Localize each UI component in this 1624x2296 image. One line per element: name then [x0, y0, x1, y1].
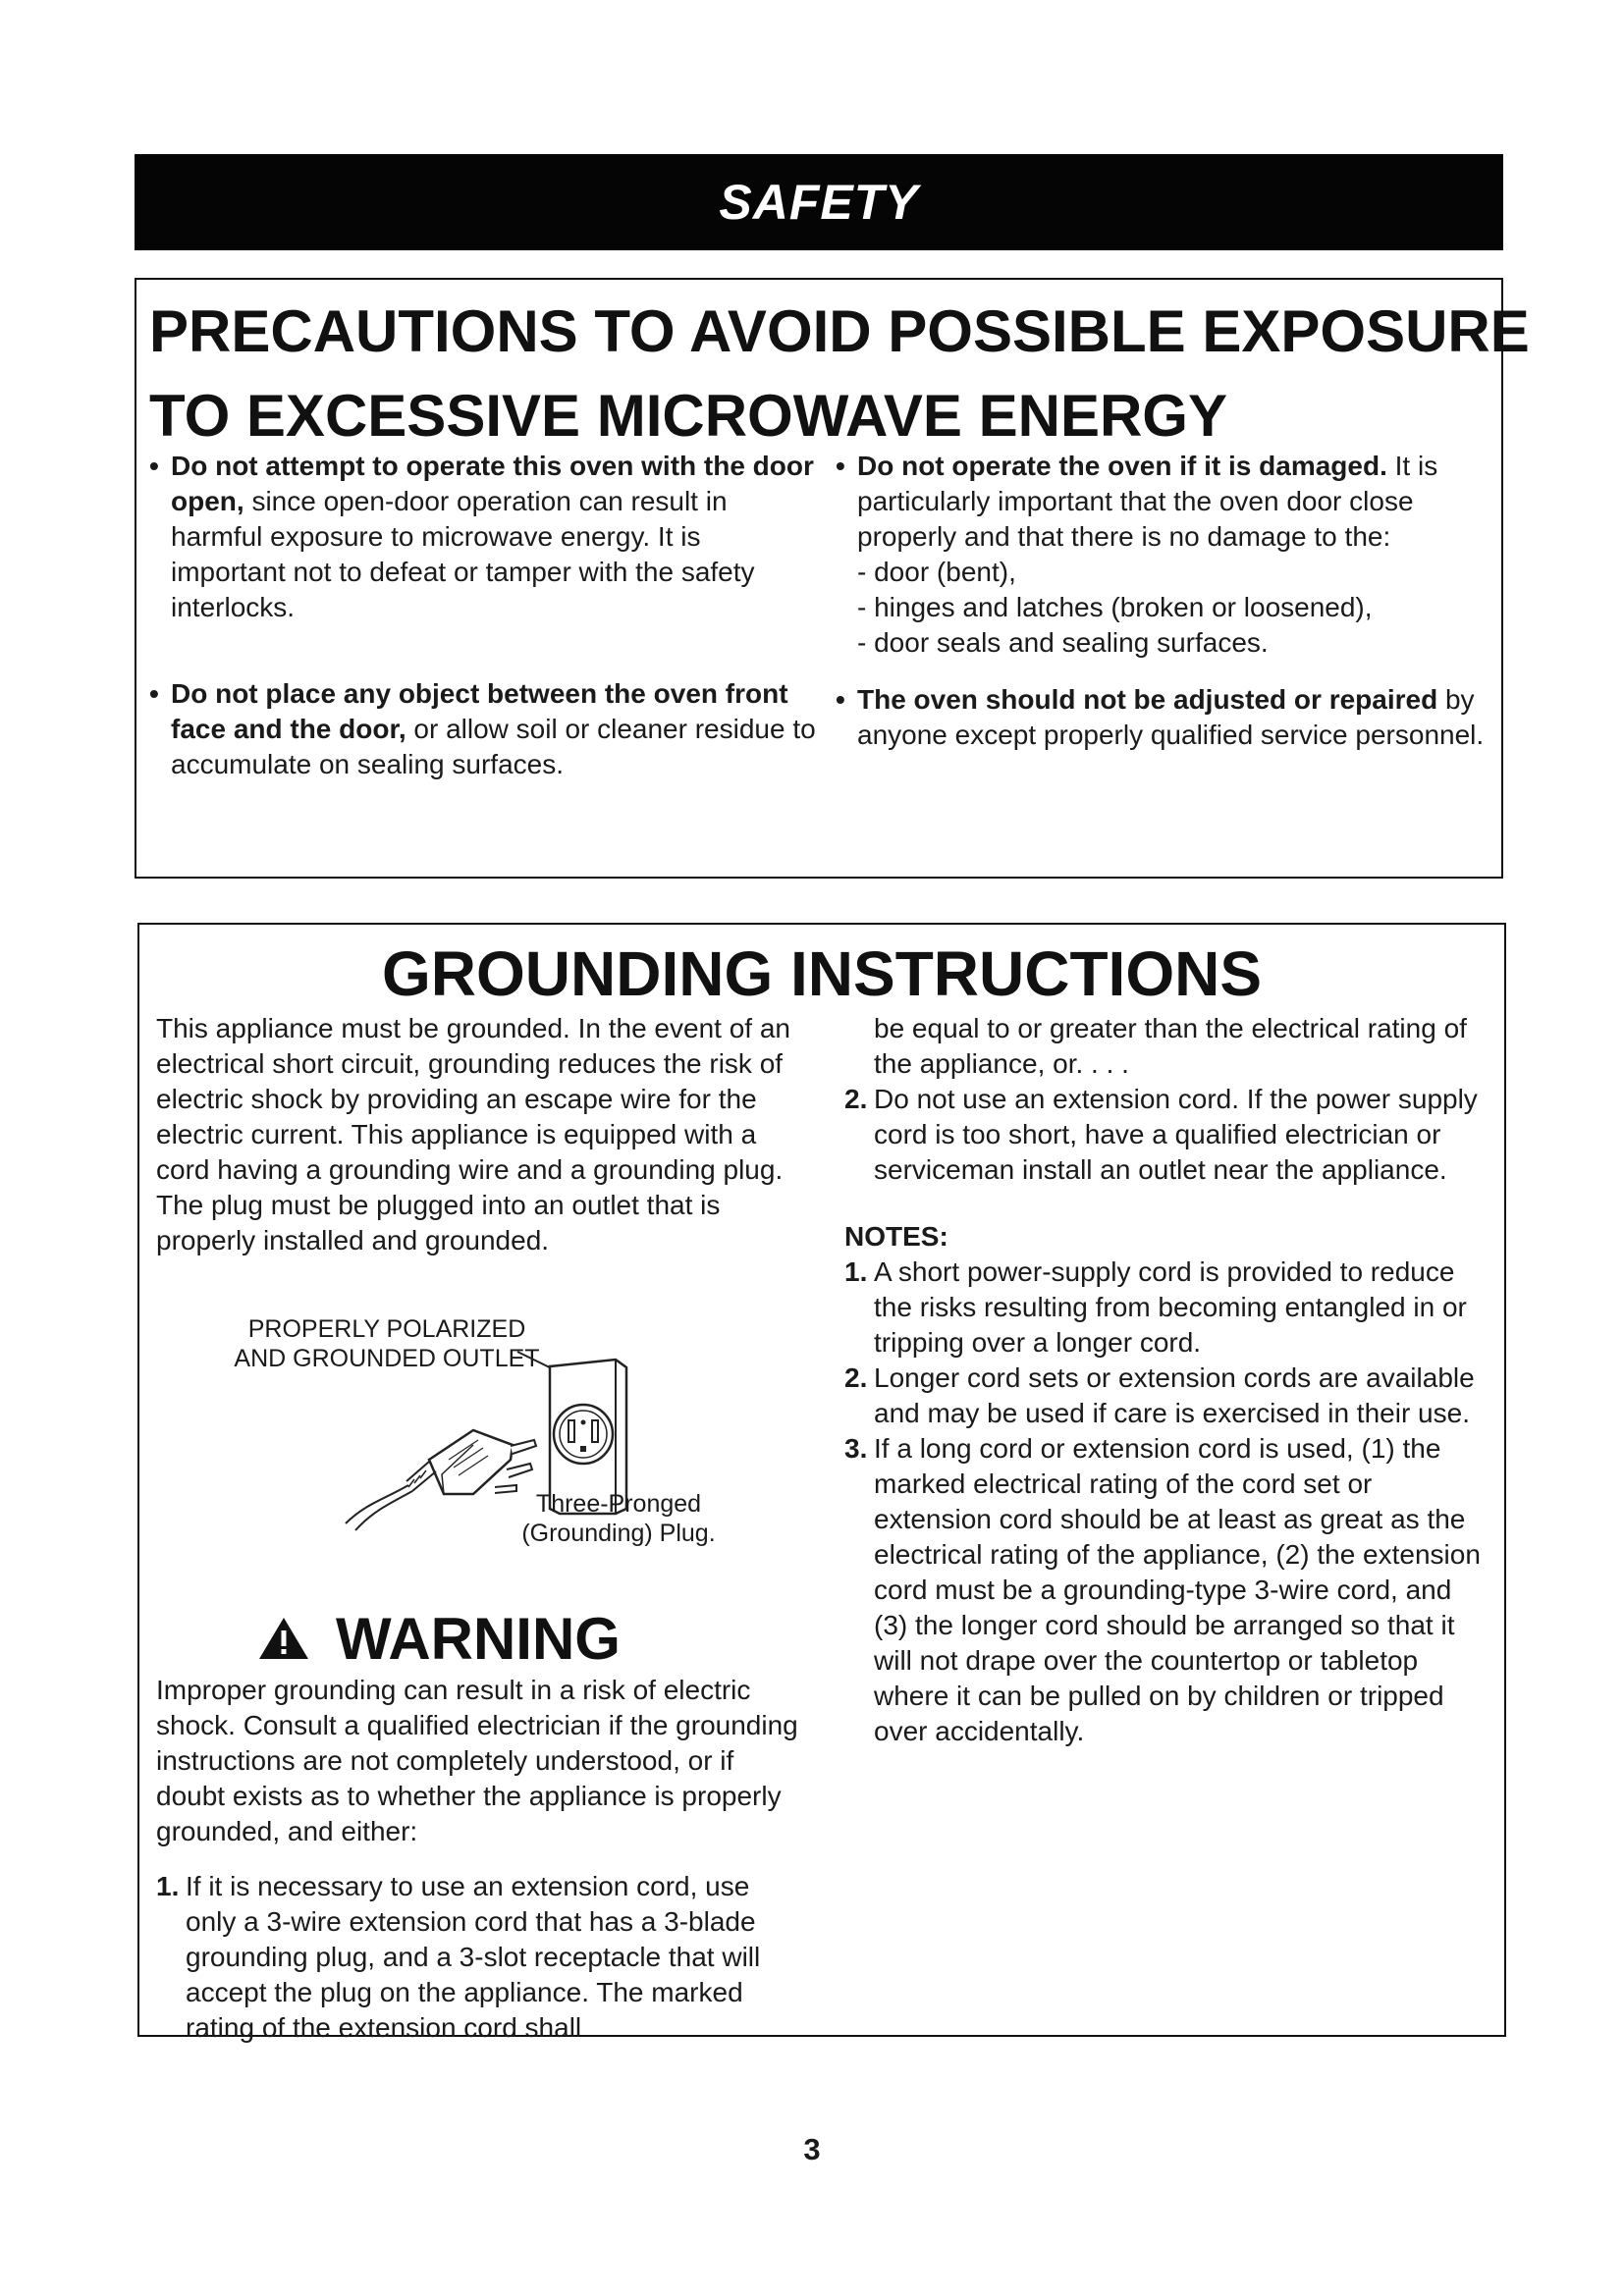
outlet-caption: PROPERLY POLARIZED AND GROUNDED OUTLET	[234, 1315, 540, 1372]
grounding-box	[137, 923, 1506, 2043]
damage-list	[836, 555, 1491, 661]
precaution-service: • The oven should not be adjusted or repaired by anyone except properly qualified service personnel.	[836, 684, 1485, 750]
precautions-title-line2: TO EXCESSIVE MICROWAVE ENERGY	[149, 383, 1227, 449]
plug-outlet-figure	[179, 1312, 768, 1558]
bullet-dot: •	[836, 684, 845, 715]
precaution-door-open: • Do not attempt to operate this oven with the door open, since open-door operation can result in harmful exposure to microwave energy. It is important not to defeat or tamper with the safety interlocks.	[149, 451, 814, 622]
damage-item: - door (bent),	[857, 557, 1016, 587]
damage-item: - hinges and latches (broken or loosened),	[857, 592, 1373, 622]
precautions-box	[135, 278, 1530, 879]
precaution-no-object: • Do not place any object between the oven front face and the door, or allow soil or cleaner residue to accumulate on sealing surfaces.	[149, 678, 816, 779]
warning-title: WARNING	[336, 1605, 621, 1672]
grounding-item-1: 1. If it is necessary to use an extension cord, use only a 3-wire extension cord that has a 3-blade grounding plug, and a 3-slot receptacle that will accept the plug on the appliance. The marked rating of the extension cord shall	[156, 1871, 761, 2043]
warning-text: Improper grounding can result in a risk of electric shock. Consult a qualified electrician if the grounding instructions are not completely understood, or if doubt exists as to whether the appliance is properly grounded, and either:	[156, 1675, 798, 1846]
grounding-left-column	[156, 1011, 804, 1258]
note-item-3: 3. If a long cord or extension cord is used, (1) the marked electrical rating of the cord set or extension cord should be at least as great as the electrical rating of the appliance, (2) the extension cord must be a grounding-type 3-wire cord, and (3) the longer cord should be arranged so that it will not drape over the countertop or tabletop where it can be pulled on by children or tripped over accidentally.	[844, 1433, 1481, 1746]
precautions-left-column	[149, 449, 817, 782]
grounding-item-2: 2. Do not use an extension cord. If the power supply cord is too short, have a qualified electrician or serviceman install an outlet near the appliance.	[844, 1084, 1478, 1185]
page-number: 3	[803, 2132, 821, 2166]
warning-heading	[257, 1604, 621, 1673]
grounding-title: GROUNDING INSTRUCTIONS	[382, 938, 1262, 1009]
bullet-dot: •	[836, 451, 845, 481]
precautions-title-line1: PRECAUTIONS TO AVOID POSSIBLE EXPOSURE	[149, 298, 1530, 364]
notes-heading: NOTES:	[844, 1221, 948, 1252]
bullet-dot: •	[149, 451, 159, 481]
precautions-right-column	[836, 449, 1491, 753]
warning-text-block	[156, 1673, 804, 2046]
plug-caption: Three-Pronged (Grounding) Plug.	[521, 1490, 716, 1547]
note-item-1: 1. A short power-supply cord is provided to reduce the risks resulting from becoming entangled in or tripping over a longer cord.	[844, 1256, 1467, 1358]
bullet-dot: •	[149, 678, 159, 709]
note-item-2: 2. Longer cord sets or extension cords are available and may be used if care is exercised in their use.	[844, 1362, 1475, 1428]
precaution-damaged: • Do not operate the oven if it is damaged. It is particularly important that the oven door close properly and that there is no damage to the:	[836, 451, 1438, 552]
grounding-item-1-continued: be equal to or greater than the electrical rating of the appliance, or. . . .	[874, 1013, 1467, 1079]
safety-banner: SAFETY	[135, 154, 1503, 250]
damage-item: - door seals and sealing surfaces.	[857, 627, 1269, 658]
grounding-right-column	[844, 1011, 1483, 1749]
grounding-intro: This appliance must be grounded. In the event of an electrical short circuit, grounding reduces the risk of electric shock by providing an escape wire for the electric current. This appliance is equipped with a cord having a grounding wire and a grounding plug. The plug must be plugged into an outlet that is properly installed and grounded.	[156, 1013, 790, 1255]
warning-triangle-icon	[257, 1616, 310, 1661]
precautions-title	[149, 290, 1530, 458]
